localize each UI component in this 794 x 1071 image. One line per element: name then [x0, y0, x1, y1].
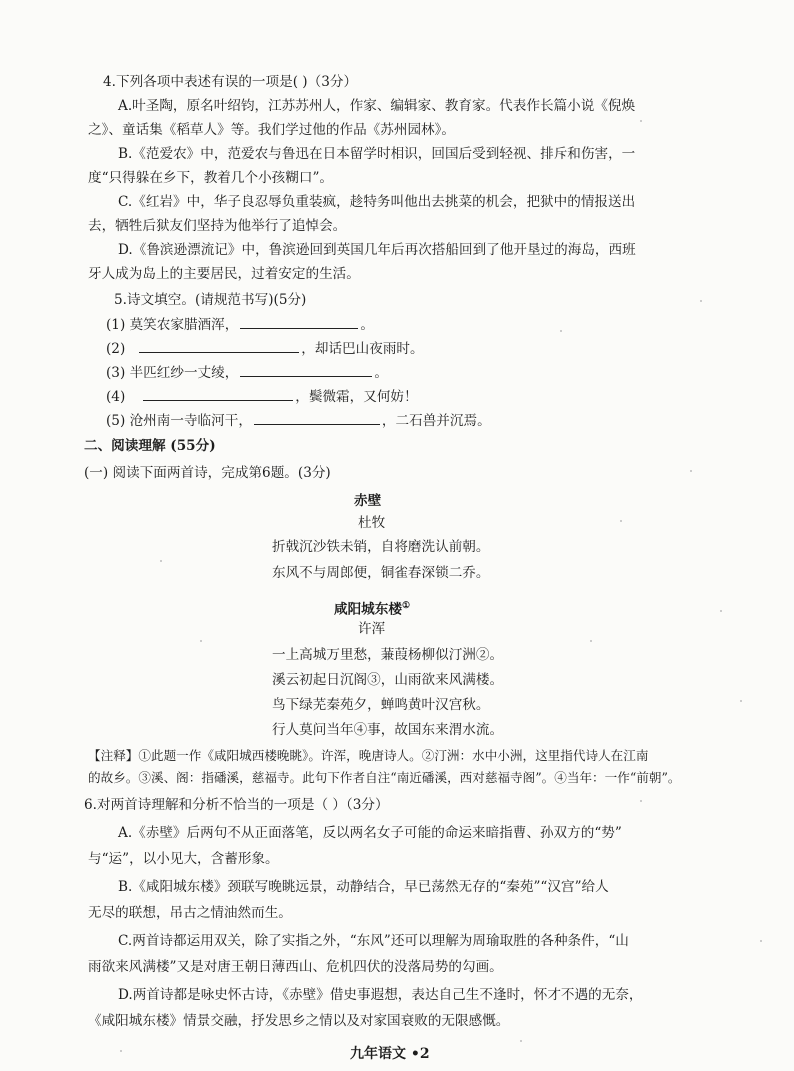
q5-blank-2[interactable] — [139, 338, 299, 353]
q5-item-2-num: (2) — [106, 341, 126, 357]
part-heading: (一) 阅读下面两首诗，完成第6题。(3分) — [84, 465, 331, 481]
q5-item-4-text: ，鬓微霜，又何妨！ — [295, 389, 418, 405]
q5-blank-5[interactable] — [254, 410, 380, 425]
q4-option-c-line1: C.《红岩》中，华子良忍辱负重装疯，趁特务叫他出去挑菜的机会，把狱中的情报送出 — [118, 194, 636, 210]
q5-item-1-text: (1) 莫笑农家腊酒浑， — [106, 317, 239, 333]
q5-item-1-end: 。 — [360, 317, 374, 333]
q4-option-a-line2: 之》、童话集《稻草人》等。我们学过他的作品《苏州园林》。 — [88, 122, 456, 138]
q5-item-5 — [106, 410, 491, 431]
page-footer: 九年语文 •2 — [350, 1046, 430, 1062]
q6-option-b-line2: 无尽的联想，吊古之情油然而生。 — [88, 905, 292, 921]
q5-item-3-text: (3) 半匹红纱一丈绫， — [106, 365, 239, 381]
q5-item-2 — [106, 338, 424, 359]
q4-option-d-line2: 牙人成为岛上的主要居民，过着安定的生活。 — [88, 266, 360, 282]
section-heading: 二、阅读理解 (55分) — [84, 438, 216, 454]
q6-option-d-line2: 《咸阳城东楼》情景交融，抒发思乡之情以及对家国衰败的无限感慨。 — [88, 1013, 510, 1029]
q4-option-d-line1: D.《鲁滨逊漂流记》中，鲁滨逊回到英国几年后再次搭船回到了他开垦过的海岛，西班 — [118, 242, 636, 258]
q5-item-4-num: (4) — [106, 389, 126, 405]
q6-option-a-line2: 与“运”，以小见大，含蓄形象。 — [88, 851, 279, 867]
q5-item-5-text: (5) 沧州南一寺临河干， — [106, 413, 252, 429]
q6-stem: 6.对两首诗理解和分析不恰当的一项是（ ）（3分） — [84, 797, 389, 813]
q6-option-c-line2: 雨欲来风满楼”又是对唐王朝日薄西山、危机四伏的没落局势的勾画。 — [88, 959, 503, 975]
note-line1: 【注释】①此题一作《咸阳城西楼晚眺》。许浑，晚唐诗人。②汀洲：水中小洲，这里指代诗人在江南 — [88, 748, 649, 763]
poem2-line1: 一上高城万里愁，蒹葭杨柳似汀洲②。 — [272, 647, 504, 663]
q6-option-c-line1: C.两首诗都运用双关，除了实指之外，“东风”还可以理解为周瑜取胜的各种条件，“山 — [118, 933, 629, 949]
q5-item-3-end: 。 — [374, 365, 388, 381]
q5-blank-4[interactable] — [143, 386, 293, 401]
poem1-title: 赤壁 — [354, 493, 382, 509]
poem1-line1: 折戟沉沙铁未销，自将磨洗认前朝。 — [272, 539, 490, 555]
q6-option-d-line1: D.两首诗都是咏史怀古诗，《赤壁》借史事遐想，表达自己生不逢时，怀才不遇的无奈， — [118, 987, 643, 1003]
q5-item-3 — [106, 362, 388, 383]
poem2-title — [334, 596, 410, 620]
note-line2: 的故乡。③溪、阁：指磻溪，慈福寺。此句下作者自注“南近磻溪，西对慈福寺阁”。④当年：一作“前朝”。 — [88, 770, 681, 785]
poem2-title-mark: ① — [401, 601, 411, 611]
poem2-author: 许浑 — [358, 621, 386, 637]
poem2-line2: 溪云初起日沉阁③，山雨欲来风满楼。 — [272, 672, 504, 688]
poem2-title-text: 咸阳城东楼 — [334, 601, 402, 618]
poem1-line2: 东风不与周郎便，铜雀春深锁二乔。 — [272, 565, 490, 581]
q5-item-2-text: ，却话巴山夜雨时。 — [301, 341, 424, 357]
q4-option-c-line2: 去，牺牲后狱友们坚持为他举行了追悼会。 — [88, 218, 347, 234]
q5-item-4 — [106, 386, 418, 407]
q5-item-1 — [106, 314, 374, 335]
q4-stem: 4.下列各项中表述有误的一项是( )（3分） — [103, 74, 358, 90]
q5-blank-3[interactable] — [240, 362, 372, 377]
poem1-author: 杜牧 — [358, 515, 386, 531]
q5-stem: 5.诗文填空。(请规范书写)(5分) — [114, 292, 307, 308]
q6-option-a-line1: A.《赤壁》后两句不从正面落笔，反以两名女子可能的命运来暗指曹、孙双方的“势” — [118, 825, 622, 841]
q4-option-b-line2: 度“只得躲在乡下，教着几个小孩糊口”。 — [88, 170, 333, 186]
poem2-line3: 鸟下绿芜秦苑夕，蝉鸣黄叶汉宫秋。 — [272, 697, 490, 713]
q6-option-b-line1: B.《咸阳城东楼》颈联写晚眺远景，动静结合，早已荡然无存的“秦苑”“汉宫”给人 — [118, 879, 609, 895]
q5-blank-1[interactable] — [240, 314, 358, 329]
poem2-line4: 行人莫问当年④事，故国东来渭水流。 — [272, 722, 504, 738]
q4-option-a-line1: A.叶圣陶，原名叶绍钧，江苏苏州人，作家、编辑家、教育家。代表作长篇小说《倪焕 — [118, 98, 636, 114]
q5-item-5-end: ，二石兽并沉焉。 — [381, 413, 491, 429]
q4-option-b-line1: B.《范爱农》中，范爱农与鲁迅在日本留学时相识，回国后受到轻视、排斥和伤害，一 — [118, 146, 636, 162]
